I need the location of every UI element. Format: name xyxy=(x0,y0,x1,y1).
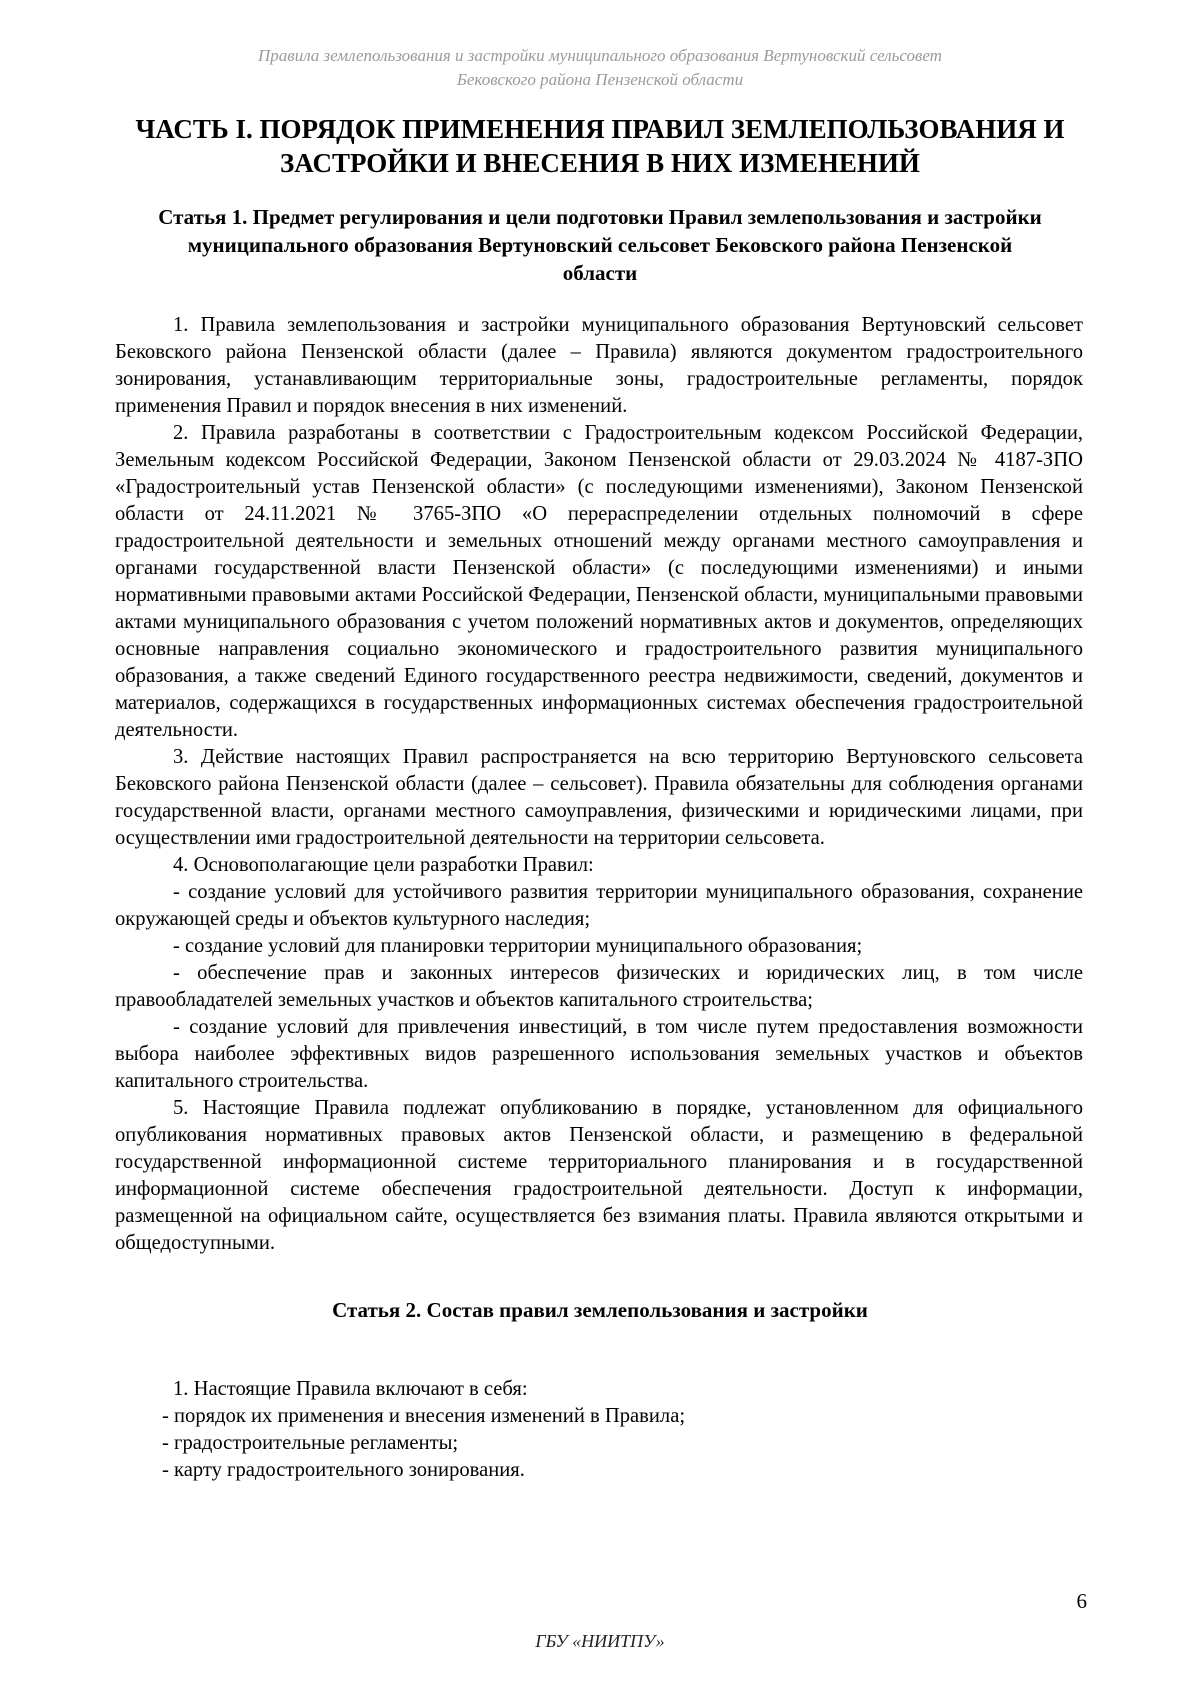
paragraph-3: 3. Действие настоящих Правил распространяется на всю территорию Вертуновского сельсовета Бековского района Пензенской области (далее – сельсовет). Правила обязательны для соблюдения органами государственной власти, органами местного самоуправления, физическими и юридическими лицами, при осуществлении ими градостроительной деятельности на территории сельсовета. xyxy=(115,746,1083,849)
article-2-title: Статья 2. Состав правил землепользования и застройки xyxy=(332,1298,868,1322)
article-1-title-line-2: муниципального образования Вертуновский сельсовет Бековского района Пензенской xyxy=(187,233,1013,257)
article-1-body xyxy=(115,312,1083,1257)
goal-item-3: - обеспечение прав и законных интересов физических и юридических лиц, в том числе правообладателей земельных участков и объектов капитального строительства; xyxy=(115,962,1083,1011)
part-title xyxy=(120,112,1080,180)
running-header-line-2: Бековского района Пензенской области xyxy=(456,70,744,89)
paragraph-5: 5. Настоящие Правила подлежат опубликованию в порядке, установленном для официального опубликования нормативных правовых актов Пензенской области, и размещению в федеральной государственной информационной системе территориального планирования и в государственной информационной системе обеспечения градостроительной деятельности. Доступ к информации, размещенной на официальном сайте, осуществляется без взимания платы. Правила являются открытыми и общедоступными. xyxy=(115,1097,1083,1254)
part-title-line-1: ЧАСТЬ I. ПОРЯДОК ПРИМЕНЕНИЯ ПРАВИЛ ЗЕМЛЕПОЛЬЗОВАНИЯ И xyxy=(135,114,1065,144)
paragraph-1: 1. Правила землепользования и застройки муниципального образования Вертуновский сельсовет Бековского района Пензенской области (далее – Правила) являются документом градостроительного зонирования, устанавливающим территориальные зоны, градостроительные регламенты, порядок применения Правил и порядок внесения в них изменений. xyxy=(115,314,1083,417)
article-2-body xyxy=(115,1376,1083,1484)
article-1-title-line-1: Статья 1. Предмет регулирования и цели подготовки Правил землепользования и застройки xyxy=(158,205,1042,229)
running-header-line-1: Правила землепользования и застройки муниципального образования Вертуновский сельсовет xyxy=(258,46,942,65)
composition-intro: 1. Настоящие Правила включают в себя: xyxy=(173,1378,528,1400)
goal-item-1: - создание условий для устойчивого развития территории муниципального образования, сохранение окружающей среды и объектов культурного наследия; xyxy=(115,881,1083,930)
goal-item-2: - создание условий для планировки территории муниципального образования; xyxy=(173,935,863,957)
article-1-title-line-3: области xyxy=(562,261,638,285)
running-footer: ГБУ «НИИТПУ» xyxy=(535,1631,665,1651)
paragraph-4: 4. Основополагающие цели разработки Правил: xyxy=(173,854,594,876)
part-title-line-2: ЗАСТРОЙКИ И ВНЕСЕНИЯ В НИХ ИЗМЕНЕНИЙ xyxy=(280,148,920,178)
paragraph-2: 2. Правила разработаны в соответствии с Градостроительным кодексом Российской Федерации, Земельным кодексом Российской Федерации, Законом Пензенской области от 29.03.2024 № 4187-ЗПО «Градостроительный устав Пензенской области» (с последующими изменениями), Законом Пензенской области от 24.11.2021 № 3765-ЗПО «О перераспределении отдельных полномочий в сфере градостроительной деятельности и земельных отношений между органами местного самоуправления и органами государственной власти Пензенской области» (с последующими изменениями) и иными нормативными правовыми актами Российской Федерации, Пензенской области, муниципальными правовыми актами муниципального образования с учетом положений нормативных актов и документов, определяющих основные направления социально экономического и градостроительного развития муниципального образования, а также сведений Единого государственного реестра недвижимости, сведений, документов и материалов, содержащихся в государственных информационных системах обеспечения градостроительной деятельности. xyxy=(115,422,1083,741)
running-header xyxy=(150,44,1050,92)
goal-item-4: - создание условий для привлечения инвестиций, в том числе путем предоставления возможности выбора наиболее эффективных видов разрешенного использования земельных участков и объектов капитального строительства. xyxy=(115,1016,1083,1092)
composition-item-2: - градостроительные регламенты; xyxy=(162,1432,459,1454)
page-number: 6 xyxy=(1076,1589,1087,1613)
composition-item-3: - карту градостроительного зонирования. xyxy=(162,1459,525,1481)
composition-item-1: - порядок их применения и внесения изменений в Правила; xyxy=(162,1405,686,1427)
article-1-title xyxy=(108,203,1092,287)
